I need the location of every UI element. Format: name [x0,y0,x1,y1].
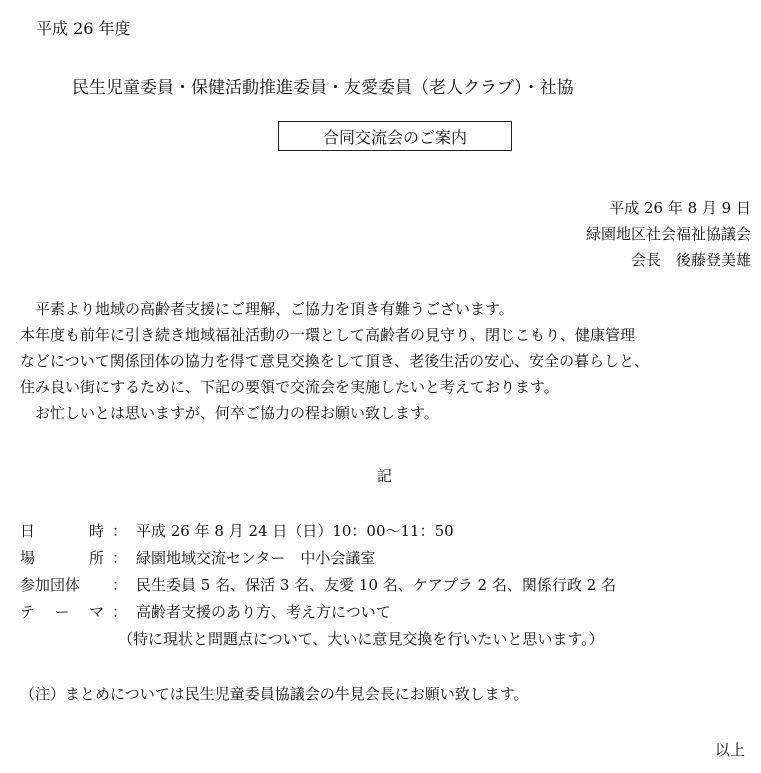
detail-colon: ： [112,522,128,540]
detail-value-place: 緑園地域交流センター 中小会議室 [136,549,376,567]
organizations-heading: 民生児童委員・保健活動推進委員・友愛委員（老人クラブ）・社協 [72,78,574,98]
detail-theme-subnote: （特に現状と問題点について、大いに意見交換を行いたいと思います。） [118,630,604,648]
body-line: 本年度も前年に引き続き地域福祉活動の一環として高齢者の見守り、閉じこもり、健康管理 [20,326,636,344]
closing-ijou: 以上 [714,741,745,759]
detail-label-participants: 参加団体 [20,576,81,594]
detail-value-datetime: 平成 26 年 8 月 24 日（日）10：00～11：50 [136,522,454,540]
detail-row-participants [20,572,616,599]
detail-value-theme: 高齢者支援のあり方、考え方について [136,603,391,621]
sender-block [586,195,751,273]
body-line: お忙しいとは思いますが、何卒ご協力の程お願い致します。 [20,404,439,422]
issue-date: 平成 26 年 8 月 9 日 [609,199,751,217]
sender-representative: 会長 後藤登美雄 [630,251,751,269]
detail-row-theme [20,599,616,626]
detail-value-participants: 民生委員 5 名、保活 3 名、友愛 10 名、ケアプラ 2 名、関係行政 2 名 [136,576,616,594]
detail-label-place: 場 所 [20,549,104,567]
detail-label-theme: テ ー マ [20,603,104,621]
detail-colon: ： [112,603,128,621]
body-text [20,296,755,426]
ki-heading: 記 [377,467,393,485]
details-list [20,518,616,653]
detail-row-place [20,545,616,572]
footnote: （注）まとめについては民生児童委員協議会の牛見会長にお願い致します。 [20,685,529,703]
document-title [278,121,512,151]
body-line: 平素より地域の高齢者支援にご理解、ご協力を頂き有難うございます。 [20,300,514,318]
body-line: などについて関係団体の協力を得て意見交換をして頂き、老後生活の安心、安全の暮らしと、 [20,352,650,370]
document-title-text: 合同交流会のご案内 [322,127,467,147]
body-line: 住み良い街にするために、下記の要領で交流会を実施したいと考えております。 [20,378,559,396]
fiscal-year: 平成 26 年度 [36,19,131,38]
detail-row-datetime [20,518,616,545]
sender-organization: 緑園地区社会福祉協議会 [585,225,751,243]
detail-label-datetime: 日 時 [20,522,104,540]
detail-colon: ： [112,549,128,567]
detail-colon: ： [112,576,128,594]
